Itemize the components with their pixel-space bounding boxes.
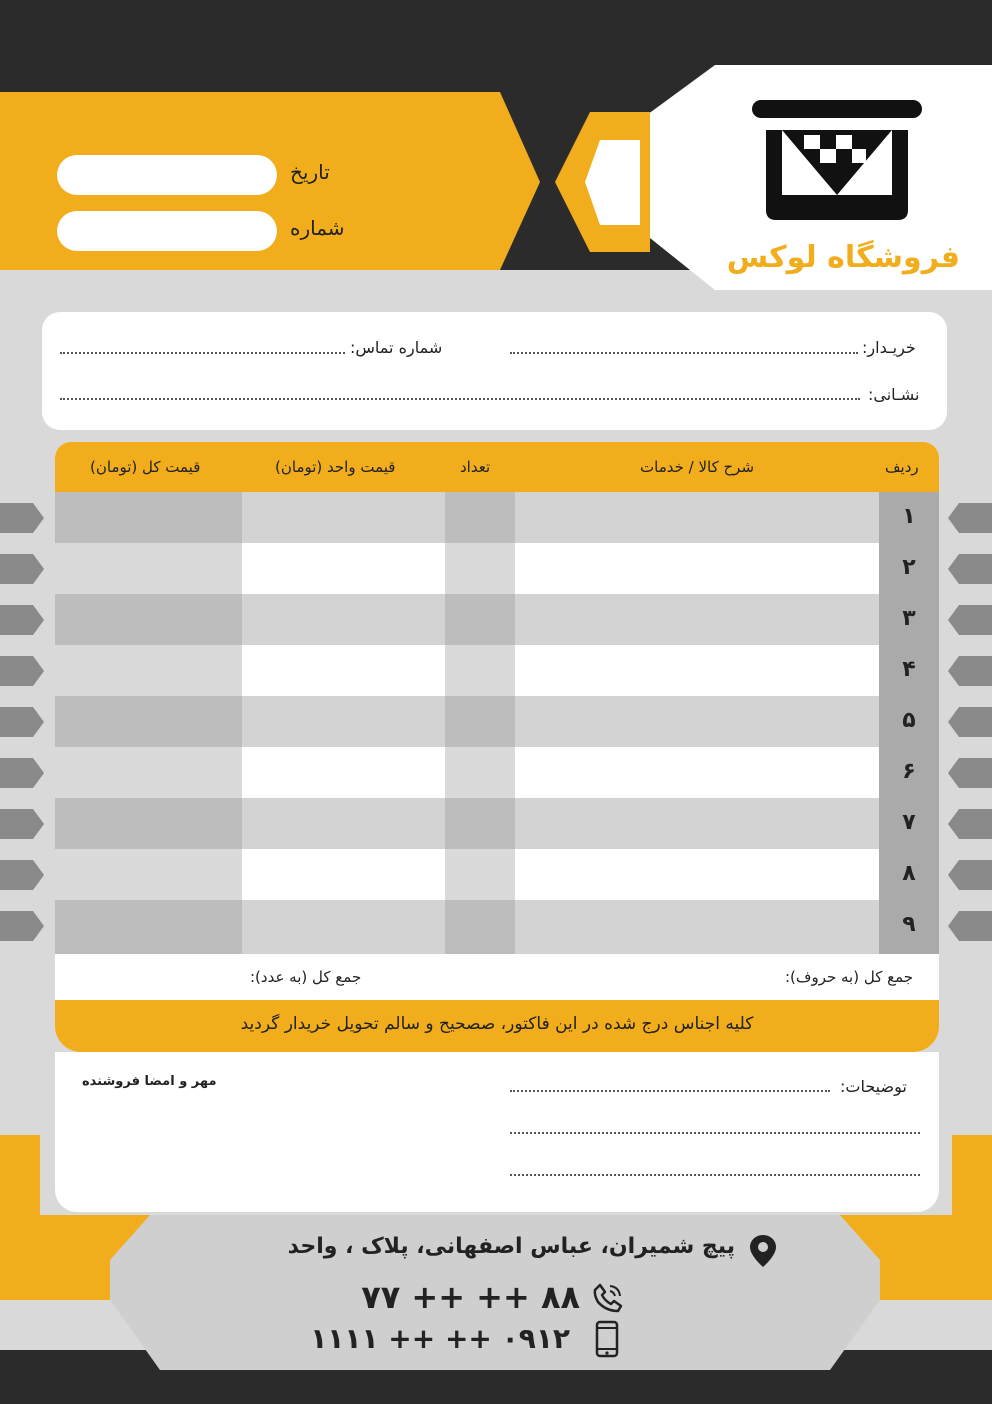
notice-bar [55, 1000, 939, 1052]
phone-field[interactable] [60, 352, 345, 354]
phone-icon [592, 1282, 624, 1314]
row-number: ۹ [902, 912, 916, 937]
row-number: ۲ [902, 555, 916, 580]
shop-logo-icon [752, 100, 922, 225]
row-number: ۷ [902, 810, 916, 835]
phone-label: شماره تماس: [350, 338, 443, 357]
th-quantity: تعداد [460, 458, 491, 476]
shop-name: فروشگاه لوکس [726, 240, 960, 275]
total-price-column [55, 492, 242, 954]
row-number: ۶ [902, 759, 916, 784]
shop-mobile: ۰۹۱۲ ++ ++ ۱۱۱۱ [310, 1322, 570, 1355]
number-label: شماره [290, 216, 345, 240]
th-total-price: قیمت کل (تومان) [90, 458, 201, 476]
row-number: ۴ [902, 657, 916, 682]
shop-address: پیچ شمیران، عباس اصفهانی، پلاک ، واحد [287, 1234, 735, 1259]
total-in-words-label: جمع کل (به حروف): [785, 968, 914, 986]
date-field[interactable] [57, 155, 277, 195]
location-pin-icon [748, 1233, 778, 1269]
remarks-line-3[interactable] [510, 1174, 920, 1176]
number-field[interactable] [57, 211, 277, 251]
th-row: ردیف [885, 458, 919, 476]
quantity-column [445, 492, 515, 954]
row-number: ۱ [902, 504, 916, 529]
total-in-numbers-label: جمع کل (به عدد): [250, 968, 362, 986]
mobile-icon [595, 1320, 619, 1358]
remarks-line-2[interactable] [510, 1132, 920, 1134]
remarks-line-1[interactable] [510, 1090, 830, 1092]
buyer-label: خریـدار: [862, 338, 916, 357]
th-description: شرح کالا / خدمات [640, 458, 755, 476]
date-label: تاریخ [290, 160, 330, 184]
address-label: نشـانی: [868, 385, 920, 404]
remarks-label: توضیحات: [840, 1077, 907, 1096]
address-field[interactable] [60, 398, 860, 400]
signature-label: مهر و امضا فروشنده [82, 1074, 217, 1089]
customer-info-box [42, 312, 947, 430]
shop-phone: ۸۸ ++ ++ ۷۷ [361, 1278, 580, 1316]
th-unit-price: قیمت واحد (تومان) [275, 458, 396, 476]
row-number: ۵ [902, 708, 916, 733]
table-header [55, 442, 939, 492]
row-number: ۸ [902, 861, 916, 886]
buyer-field[interactable] [510, 352, 858, 354]
items-table [55, 442, 939, 954]
row-number: ۳ [902, 606, 916, 631]
notice-text: کلیه اجناس درج شده در این فاکتور، صصحیح و سالم تحویل خریدار گردید [240, 1014, 754, 1034]
